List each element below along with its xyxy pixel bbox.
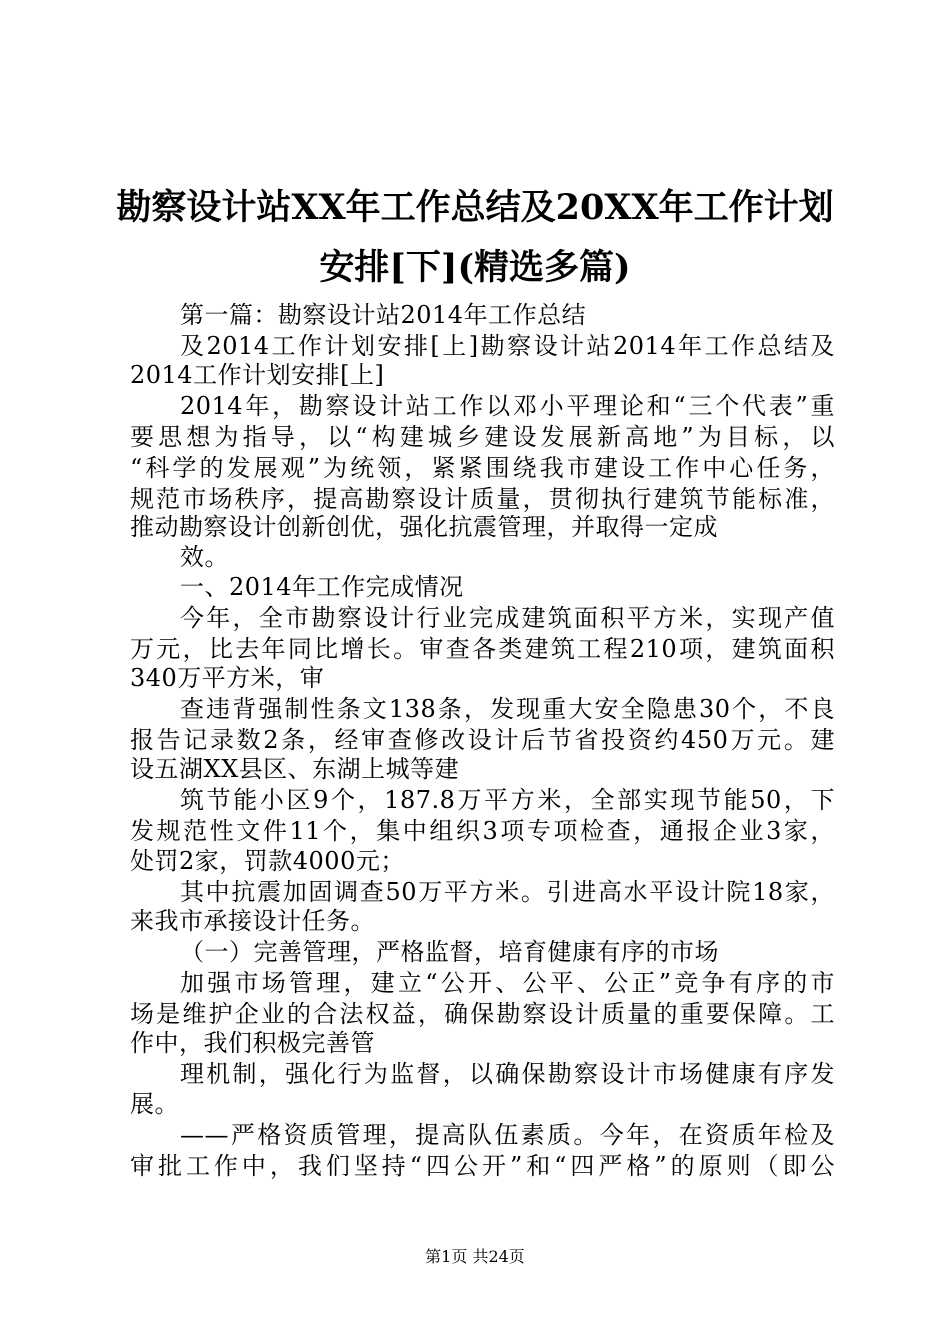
paragraph-line: 加强市场管理，建立“公开、公平、公正”竞争有序的市: [180, 969, 835, 997]
paragraph-line: 场是维护企业的合法权益，确保勘察设计质量的重要保障。工: [130, 1000, 835, 1028]
document-title-line-2: 安排[下](精选多篇): [319, 247, 631, 288]
paragraph-line: 规范市场秩序，提高勘察设计质量，贯彻执行建筑节能标准，: [130, 485, 835, 513]
paragraph-line: 今年，全市勘察设计行业完成建筑面积平方米，实现产值: [180, 604, 835, 632]
subsection-heading: （一）完善管理，严格监督，培育健康有序的市场: [180, 938, 719, 966]
paragraph-line: 理机制，强化行为监督，以确保勘察设计市场健康有序发: [180, 1060, 835, 1088]
paragraph-line: 要思想为指导，以“构建城乡建设发展新高地”为目标，以: [130, 423, 835, 451]
paragraph-line: 报告记录数2条，经审查修改设计后节省投资约450万元。建: [130, 726, 835, 754]
paragraph-line: 效。: [180, 543, 229, 571]
document-title-line-1: 勘察设计站XX年工作总结及20XX年工作计划: [116, 187, 834, 228]
paragraph-line: 2014年，勘察设计站工作以邓小平理论和“三个代表”重: [180, 392, 835, 420]
paragraph-line: 作中，我们积极完善管: [130, 1029, 375, 1057]
paragraph-line: 发规范性文件11个，集中组织3项专项检查，通报企业3家，: [130, 817, 835, 845]
paragraph-line: 展。: [130, 1090, 179, 1118]
paragraph-line: 2014工作计划安排[上]: [130, 361, 385, 389]
paragraph-line: 第一篇：勘察设计站2014年工作总结: [180, 301, 587, 329]
paragraph-line: 审批工作中，我们坚持“四公开”和“四严格”的原则（即公: [130, 1152, 835, 1180]
paragraph-line: 万元，比去年同比增长。审查各类建筑工程210项，建筑面积: [130, 635, 835, 663]
page-number-footer: 第1页 共24页: [425, 1247, 525, 1266]
paragraph-line: 来我市承接设计任务。: [130, 907, 375, 935]
paragraph-line: ——严格资质管理，提高队伍素质。今年，在资质年检及: [180, 1121, 835, 1149]
paragraph-line: 推动勘察设计创新创优，强化抗震管理，并取得一定成: [130, 513, 718, 541]
paragraph-line: 及2014工作计划安排[上]勘察设计站2014年工作总结及: [180, 332, 835, 360]
paragraph-line: 筑节能小区9个，187.8万平方米，全部实现节能50，下: [180, 786, 835, 814]
paragraph-line: “科学的发展观”为统领，紧紧围绕我市建设工作中心任务，: [130, 454, 835, 482]
paragraph-line: 查违背强制性条文138条，发现重大安全隐患30个，不良: [180, 695, 835, 723]
paragraph-line: 处罚2家，罚款4000元；: [130, 847, 405, 875]
paragraph-line: 340万平方米，审: [130, 664, 325, 692]
section-heading: 一、2014年工作完成情况: [180, 573, 464, 601]
paragraph-line: 设五湖XX县区、东湖上城等建: [130, 755, 460, 783]
paragraph-line: 其中抗震加固调查50万平方米。引进高水平设计院18家，: [180, 878, 835, 906]
